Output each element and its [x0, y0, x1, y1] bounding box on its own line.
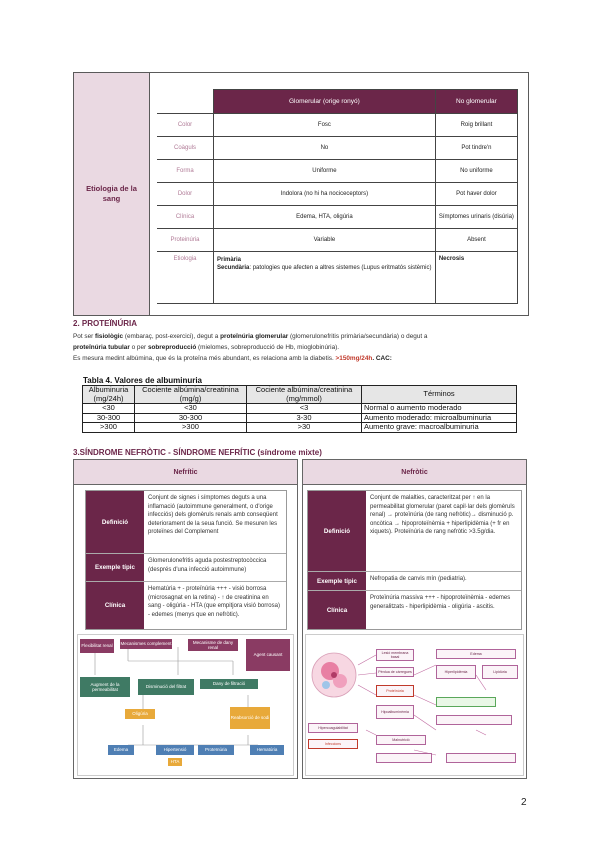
table-row	[157, 137, 518, 160]
cell: Uniforme	[214, 160, 436, 183]
row-label: Clínica	[308, 591, 366, 629]
row-label: Clínica	[86, 582, 144, 629]
diagram-box: Augment de la permeabilitat	[80, 677, 130, 697]
row-label: Color	[157, 114, 214, 137]
info-row	[308, 572, 521, 591]
cell: Necrosis	[435, 252, 517, 304]
row-label: Etiologia	[157, 252, 214, 304]
diagram-box: Hipoalbuminèmia	[376, 705, 414, 719]
diagram-box: Malnutrició	[376, 735, 426, 745]
etiology-side-label: Etiologia de la sang	[74, 73, 150, 315]
info-row	[308, 591, 521, 629]
diagram-box: Flexibilitat renal	[80, 639, 114, 653]
row-label: Coàguls	[157, 137, 214, 160]
info-row	[86, 582, 286, 629]
etiology-secondary-text: : patologies que afecten a altres sistemes (Lupus eritmatós sistèmic)	[249, 265, 432, 271]
diagram-box	[436, 715, 512, 725]
table-row	[157, 114, 518, 137]
row-text: Nefropatia de canvis mín (pediatria).	[370, 576, 467, 582]
diagram-box: Hematúria	[250, 745, 284, 755]
header-glomerular: Glomerular (orige ronyó)	[214, 90, 436, 114]
cell: Fosc	[214, 114, 436, 137]
diagram-box: Dany de filtració	[200, 679, 258, 689]
row-label: Dolor	[157, 183, 214, 206]
diagram-box: Proteïnúria	[376, 685, 414, 697]
diagram-box: Oligúria	[125, 709, 155, 719]
cell: Roig brillant	[435, 114, 517, 137]
table-row	[157, 160, 518, 183]
glomerulus-illustration	[312, 653, 356, 697]
info-row	[308, 491, 521, 572]
col-header: Cociente albúmina/creatinina (mg/mmol)	[247, 386, 362, 404]
cell: Variable	[214, 229, 436, 252]
nephrotic-header: Nefròtic	[303, 460, 526, 485]
cell: Edema, HTA, oligúria	[214, 206, 436, 229]
etiology-secondary-label: Secundària	[217, 265, 250, 271]
diagram-box	[376, 753, 432, 763]
albumin-table-title: Tabla 4. Valores de albuminuria	[83, 376, 203, 385]
col-header: Albuminuria (mg/24h)	[83, 386, 135, 404]
page-number: 2	[521, 797, 527, 808]
diagram-box: Edema	[436, 649, 516, 659]
info-row	[86, 554, 286, 582]
diagram-box: Pèrdua de càrregues	[376, 667, 414, 677]
diagram-box: Hipertensió	[156, 745, 194, 755]
cell: Pot tindre'n	[435, 137, 517, 160]
row-text: Conjunt de signes i símptomes deguts a una inflamació (autoimmune generalment, o d'orige infecciós) dels glomèruls renals amb conseqüent deteriorament de la seua funció. Se mesuren les proteïnes del Complement	[148, 495, 278, 535]
diagram-box: Agent causant	[246, 639, 290, 671]
paragraph: proteïnúria tubular o per sobreproducció (mielomes, sobreproducció de Hb, mioglobinúria).	[73, 344, 340, 351]
paragraph: Pot ser fisiològic (embaraç, post-exercici), degut a proteïnúria glomerular (glomerulonefritis primària/secundària) o degut a	[73, 333, 428, 340]
row-label: Clínica	[157, 206, 214, 229]
diagram-box: HTA	[168, 758, 182, 766]
table-row	[157, 206, 518, 229]
diagram-box	[436, 697, 496, 707]
etiology-primary: Primària	[217, 257, 242, 263]
nephrotic-flow-diagram	[305, 634, 524, 776]
cell: No	[214, 137, 436, 160]
cell: Indolora (no hi ha nociceceptors)	[214, 183, 436, 206]
row-label: Definició	[86, 491, 144, 553]
table-row	[157, 183, 518, 206]
row-text: Conjunt de malalties, caracteritzat per ↑ en la permeabilitat glomerular (paret capil·lar dels glomèruls renal) → proteïnúria (de rang nefròtic)→ disminució p. oncòtica → hipoproteïnèmia + hiperlipidèmia (+ fr en xiquets). Proteïnúria de rang nefròtic >3.5g/dia.	[370, 495, 515, 535]
nephritic-header: Nefrític	[74, 460, 297, 485]
section-title-proteinuria: 2. PROTEÏNÚRIA	[73, 319, 138, 328]
row-label: Definició	[308, 491, 366, 571]
diagram-box: Edema	[108, 745, 134, 755]
cell: Absent	[435, 229, 517, 252]
row-text: Glomerulonefritis aguda postestreptocòccica (després d'una infecció autoimmune)	[148, 558, 267, 573]
diagram-box: Lipidúria	[482, 665, 518, 679]
cell: No uniforme	[435, 160, 517, 183]
nephritic-flow-diagram	[77, 634, 294, 776]
table-row: <30 <30 <3 Normal o aumento moderado	[83, 404, 517, 414]
row-text: Hematúria + - proteïnúria +++ - visió borrosa (microsagnat en la retina) - ↑ de creatinina en sang - oligúria - HTA (que empitjora visió borrosa) - edemes (menys que en nefròtic).	[148, 586, 280, 618]
table-row: 30-300 30-300 3-30 Aumento moderado: microalbuminuria	[83, 413, 517, 423]
albumin-table	[82, 385, 517, 433]
paragraph: Es mesura medint albúmina, que és la proteïna més abundant, es relaciona amb la diabetis. >150mg/24h. CAC:	[73, 355, 392, 362]
cell: Símptomes urinaris (disúria)	[435, 206, 517, 229]
cell	[214, 252, 436, 304]
info-row	[86, 491, 286, 554]
cell: Pot haver dolor	[435, 183, 517, 206]
diagram-box: Mecanisme de dany renal	[188, 639, 238, 651]
etiology-table	[157, 89, 518, 304]
row-text: Proteïnúria massiva +++ - hipoproteïnèmia - edemes generalitzats - hiperlipidèmia - oligúria - ascitis.	[370, 595, 511, 610]
header-no-glomerular: No glomerular	[435, 90, 517, 114]
col-header: Cociente albúmina/creatinina (mg/g)	[135, 386, 247, 404]
diagram-box: Disminució del filtrat	[138, 679, 194, 695]
diagram-box: Reabsorció de sodi	[230, 707, 270, 729]
diagram-box: Infeccions	[308, 739, 358, 749]
section-title-syndrome: 3.SÍNDROME NEFRÒTIC - SÍNDROME NEFRÍTIC (síndrome mixte)	[73, 448, 322, 457]
row-label: Proteinúria	[157, 229, 214, 252]
diagram-box: Hipercoagulabilitat	[308, 723, 358, 733]
diagram-box	[446, 753, 516, 763]
row-label: Exemple típic	[308, 572, 366, 590]
diagram-box: Lesió membrana basal	[376, 649, 414, 661]
diagram-box: Hiperlipidèmia	[436, 665, 476, 679]
table-row	[157, 252, 518, 304]
nephrotic-info-table	[307, 490, 522, 630]
row-label: Forma	[157, 160, 214, 183]
diagram-box: Mecanismes complement	[120, 639, 172, 649]
nephritic-info-table	[85, 490, 287, 630]
table-row	[157, 229, 518, 252]
diagram-box: Proteïnúria	[198, 745, 234, 755]
col-header: Términos	[362, 386, 517, 404]
table-row: >300 >300 >30 Aumento grave: macroalbuminuria	[83, 423, 517, 433]
row-label: Exemple típic	[86, 554, 144, 581]
